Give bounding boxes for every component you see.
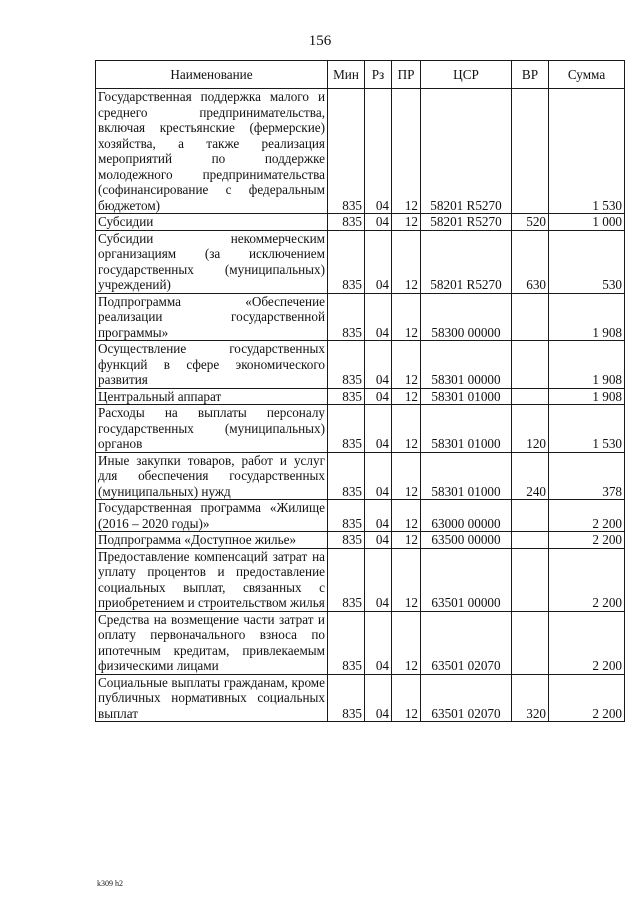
row-min: 835 (328, 341, 365, 389)
row-vr: 520 (512, 214, 549, 231)
table-row (96, 611, 625, 674)
row-min: 835 (328, 611, 365, 674)
row-name: Средства на возмещение части затрат и оплату первоначального взноса по ипотечным кредитам, привлекаемым физическими лицами (96, 611, 328, 674)
row-pr: 12 (392, 230, 421, 293)
row-csr: 63501 02070 (421, 674, 512, 722)
table-row (96, 341, 625, 389)
page-number: 156 (308, 33, 332, 49)
row-name: Центральный аппарат (96, 388, 328, 405)
row-csr: 58301 01000 (421, 452, 512, 500)
table-row (96, 89, 625, 214)
table-row (96, 214, 625, 231)
row-vr (512, 341, 549, 389)
row-name: Государственная программа «Жилище (2016 – 2020 годы)» (96, 500, 328, 532)
row-pr: 12 (392, 532, 421, 549)
header-rz: Рз (365, 61, 392, 89)
row-vr (512, 548, 549, 611)
row-name: Государственная поддержка малого и среднего предпринимательства, включая крестьянские (фермерские) хозяйства, а также реализация мероприятий по поддержке молодежного предпринимательства (софинансирование с федеральным бюджетом) (96, 89, 328, 214)
row-rz: 04 (365, 341, 392, 389)
row-name: Подпрограмма «Доступное жилье» (96, 532, 328, 549)
table-row (96, 548, 625, 611)
row-name: Осуществление государственных функций в сфере экономического развития (96, 341, 328, 389)
row-csr: 58301 00000 (421, 341, 512, 389)
row-vr: 320 (512, 674, 549, 722)
row-min: 835 (328, 548, 365, 611)
row-vr: 240 (512, 452, 549, 500)
row-min: 835 (328, 214, 365, 231)
row-sum: 1 530 (549, 405, 625, 453)
row-pr: 12 (392, 548, 421, 611)
row-rz: 04 (365, 89, 392, 214)
budget-table (95, 60, 625, 722)
row-name: Социальные выплаты гражданам, кроме публичных нормативных социальных выплат (96, 674, 328, 722)
table-row (96, 674, 625, 722)
row-sum: 2 200 (549, 674, 625, 722)
row-vr: 120 (512, 405, 549, 453)
row-csr: 63501 02070 (421, 611, 512, 674)
row-rz: 04 (365, 674, 392, 722)
row-min: 835 (328, 452, 365, 500)
row-rz: 04 (365, 548, 392, 611)
row-csr: 58301 01000 (421, 388, 512, 405)
table-row (96, 293, 625, 341)
row-min: 835 (328, 230, 365, 293)
row-csr: 63500 00000 (421, 532, 512, 549)
row-name: Субсидии некоммерческим организациям (за исключением государственных (муниципальных) учреждений) (96, 230, 328, 293)
row-min: 835 (328, 293, 365, 341)
header-csr: ЦСР (421, 61, 512, 89)
header-sum: Сумма (549, 61, 625, 89)
row-name: Расходы на выплаты персоналу государственных (муниципальных) органов (96, 405, 328, 453)
row-sum: 530 (549, 230, 625, 293)
row-rz: 04 (365, 405, 392, 453)
header-vr: ВР (512, 61, 549, 89)
row-pr: 12 (392, 388, 421, 405)
table-row (96, 388, 625, 405)
row-rz: 04 (365, 452, 392, 500)
row-name: Субсидии (96, 214, 328, 231)
row-sum: 1 908 (549, 293, 625, 341)
footer-code: k309 h2 (97, 879, 123, 888)
row-sum: 2 200 (549, 532, 625, 549)
row-csr: 58201 R5270 (421, 89, 512, 214)
row-pr: 12 (392, 674, 421, 722)
row-rz: 04 (365, 230, 392, 293)
row-rz: 04 (365, 388, 392, 405)
row-sum: 378 (549, 452, 625, 500)
row-pr: 12 (392, 341, 421, 389)
row-name: Иные закупки товаров, работ и услуг для обеспечения государственных (муниципальных) нужд (96, 452, 328, 500)
row-pr: 12 (392, 89, 421, 214)
row-vr (512, 89, 549, 214)
row-vr (512, 293, 549, 341)
row-rz: 04 (365, 500, 392, 532)
row-sum: 1 530 (549, 89, 625, 214)
row-sum: 2 200 (549, 500, 625, 532)
row-csr: 58300 00000 (421, 293, 512, 341)
row-rz: 04 (365, 611, 392, 674)
row-sum: 2 200 (549, 548, 625, 611)
row-min: 835 (328, 89, 365, 214)
row-vr (512, 611, 549, 674)
row-name: Предоставление компенсаций затрат на уплату процентов и предоставление социальных выплат, связанных с приобретением и строительством жилья (96, 548, 328, 611)
row-vr: 630 (512, 230, 549, 293)
row-sum: 2 200 (549, 611, 625, 674)
row-pr: 12 (392, 500, 421, 532)
row-pr: 12 (392, 214, 421, 231)
row-rz: 04 (365, 214, 392, 231)
row-rz: 04 (365, 532, 392, 549)
table-row (96, 405, 625, 453)
header-min: Мин (328, 61, 365, 89)
row-min: 835 (328, 674, 365, 722)
row-vr (512, 500, 549, 532)
row-pr: 12 (392, 405, 421, 453)
row-rz: 04 (365, 293, 392, 341)
row-csr: 58201 R5270 (421, 214, 512, 231)
row-vr (512, 532, 549, 549)
table-body (96, 89, 625, 722)
row-name: Подпрограмма «Обеспечение реализации государственной программы» (96, 293, 328, 341)
row-pr: 12 (392, 611, 421, 674)
row-csr: 63000 00000 (421, 500, 512, 532)
row-sum: 1 908 (549, 388, 625, 405)
table-row (96, 532, 625, 549)
row-min: 835 (328, 500, 365, 532)
row-csr: 63501 00000 (421, 548, 512, 611)
row-csr: 58301 01000 (421, 405, 512, 453)
header-pr: ПР (392, 61, 421, 89)
header-row (96, 61, 625, 89)
row-pr: 12 (392, 293, 421, 341)
row-sum: 1 000 (549, 214, 625, 231)
row-min: 835 (328, 388, 365, 405)
row-sum: 1 908 (549, 341, 625, 389)
row-min: 835 (328, 532, 365, 549)
table-row (96, 500, 625, 532)
row-pr: 12 (392, 452, 421, 500)
header-name: Наименование (96, 61, 328, 89)
row-csr: 58201 R5270 (421, 230, 512, 293)
table-header (96, 61, 625, 89)
row-vr (512, 388, 549, 405)
table-row (96, 230, 625, 293)
table-row (96, 452, 625, 500)
row-min: 835 (328, 405, 365, 453)
